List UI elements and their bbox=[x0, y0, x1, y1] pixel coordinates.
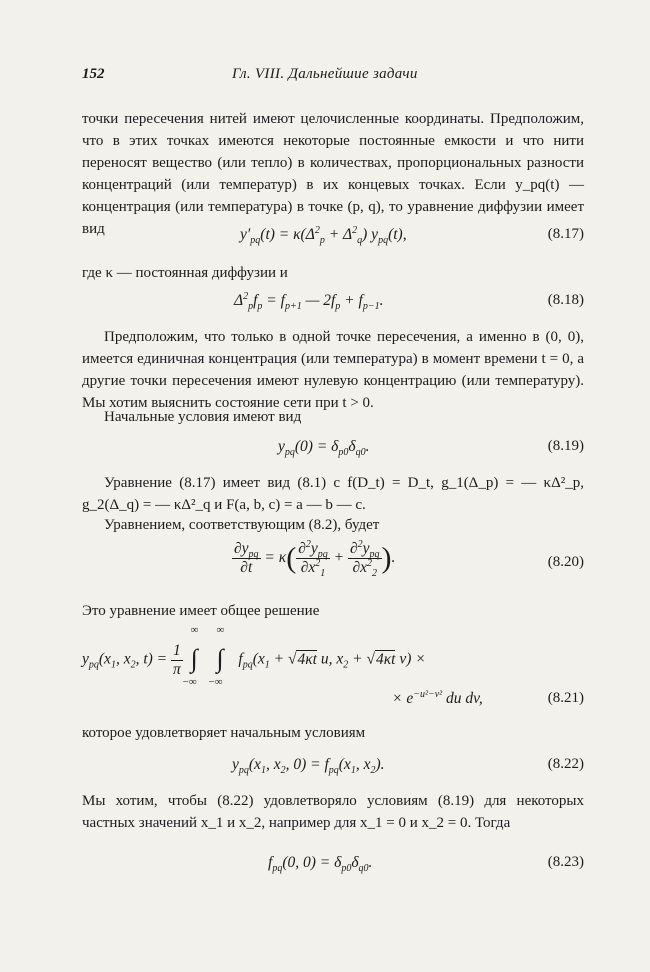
equation-8-23: $f_{pq}(0$, $0) = \delta_{p0}\delta_{q0}$. (8.23) bbox=[268, 854, 584, 875]
equation-number: (8.21) bbox=[547, 690, 584, 706]
paragraph-3: Предположим, что только в одной точке пересечения, а именно в (0, 0), имеется единичная концентрация (или температура) в момент времени t = 0, а другие точки пересечения имеют нулевую концентрацию (или температуру). Мы хотим выяснить состояние сети при t > 0. bbox=[82, 329, 584, 411]
paragraph-5: Уравнение (8.17) имеет вид (8.1) с f(D_t) = D_t, g_1(Δ_p) = — κΔ²_p, g_2(Δ_q) = — κΔ²_q и F(a, b, c) = a — b — c. bbox=[82, 475, 584, 513]
equation-8-22: $y_{pq}(x_1$, $x_2$, $0) = f_{pq}(x_1$, $x_2$). (8.22) bbox=[232, 756, 584, 777]
equation-8-17: $y'_{pq}(t) = \kappa(\Delta^2_p + \Delta^2_q)$ $y_{pq}(t)$, (8.17) bbox=[240, 224, 584, 247]
equation-8-20: $\frac{\partial y_{pq}}{\partial t}$ = κ( $\frac{\partial^2y_{pq}}{\partial x^2_1}$ + $\frac{\partial^2y_{pq}}{\partial x^2_2}$ ). (8.20) bbox=[234, 538, 584, 580]
paragraph-2: где κ — постоянная диффузии и bbox=[82, 265, 288, 281]
paragraph-7: Это уравнение имеет общее решение bbox=[82, 603, 320, 619]
equation-number: (8.17) bbox=[547, 226, 584, 242]
equation-8-21: $y_{pq}(x_1$, $x_2$, t) = $\frac{1}{\pi}$ ∞ ∫ −∞ ∞ ∫ −∞ $f_{pq}(x_1 + √4\kappa t$ u, $x_2 + √4\kappa t$ v) × × $e^{-u^2-v^2}$ du dv, (8.21) bbox=[82, 624, 584, 707]
running-header bbox=[82, 66, 582, 88]
paragraph-6: Уравнением, соответствующим (8.2), будет bbox=[104, 517, 380, 533]
paragraph-9: Мы хотим, чтобы (8.22) удовлетворяло условиям (8.19) для некоторых частных значений x_1 и x_2, например для x_1 = 0 и x_2 = 0. Тогда bbox=[82, 793, 584, 831]
equation-number: (8.23) bbox=[547, 854, 584, 870]
equation-number: (8.18) bbox=[547, 292, 584, 308]
equation-number: (8.20) bbox=[547, 554, 584, 570]
paragraph-8: которое удовлетворяет начальным условиям bbox=[82, 725, 366, 741]
equation-number: (8.19) bbox=[547, 438, 584, 454]
paragraph-4: Начальные условия имеют вид bbox=[104, 409, 302, 425]
equation-8-18: $\Delta^2_pf_p = f_{p+1}$ — $2f_p + f_{p-1}$. (8.18) bbox=[234, 290, 584, 313]
page-number: 152 bbox=[82, 66, 105, 82]
equation-number: (8.22) bbox=[547, 756, 584, 772]
equation-8-19: $y_{pq}(0) = \delta_{p0}\delta_{q0}$. (8.19) bbox=[278, 438, 584, 459]
paragraph-1: точки пересечения нитей имеют целочисленные координаты. Предположим, что в этих точках имеются некоторые постоянные емкости и что нити переносят вещество (или тепло) в количествах, пропорциональных разности концентраций (или температур) в их концевых точках. Если y_pq(t) — концентрация (или температура) в точке (p, q), то уравнение диффузии имеет вид bbox=[82, 111, 584, 237]
chapter-title: Гл. VIII. Дальнейшие задачи bbox=[232, 66, 418, 82]
